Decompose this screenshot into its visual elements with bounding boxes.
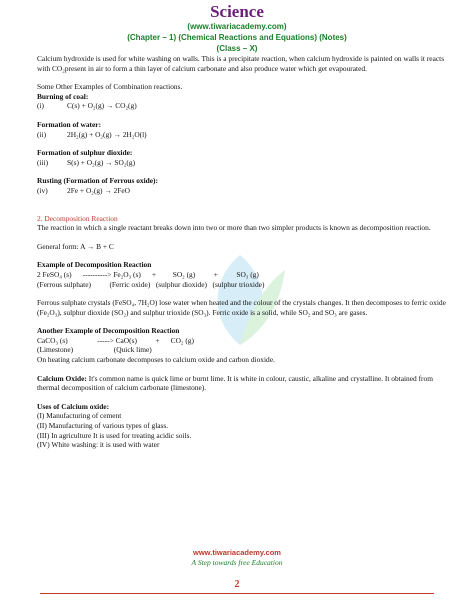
page-title: Science: [210, 2, 264, 21]
example-heading: Another Example of Decomposition Reaction: [37, 326, 180, 336]
equation: 2Fe + O₂(g) → 2FeO: [67, 185, 130, 195]
example-heading: Rusting (Formation of Ferrous oxide):: [37, 176, 158, 186]
intro-paragraph: Calcium hydroxide is used for white washing on walls. This is a precipitate reaction, when calcium hydroxide is painted on walls it reacts with CO₂present in air to form a thin layer of calcium carbonate and also produce water which get evapourated.: [37, 54, 445, 73]
equation: 2H₂(g) + O₂(g) → 2H₂O(l): [67, 129, 147, 139]
example-heading: Example of Decomposition Reaction: [37, 260, 152, 270]
list-item: (I) Manufacturing of cement: [37, 411, 122, 421]
equation-number: (ii): [37, 129, 47, 139]
footer-url: www.tiwariacademy.com: [193, 548, 281, 557]
notes-body: [37, 54, 447, 450]
equation: CaCO₃ (s) -----> CaO(s) + CO₂ (g): [37, 335, 194, 345]
equation-number: (iv): [37, 185, 48, 195]
compound-names: (Ferrous sulphate) (Ferric oxide) (sulphur dioxide) (sulphur trioxide): [37, 279, 265, 289]
equation-number: (iii): [37, 157, 49, 167]
combination-intro: Some Other Examples of Combination reactions.: [37, 82, 183, 92]
footer-tagline: A Step towards free Education: [191, 558, 283, 567]
equation: 2 FeSO₄ (s) ----------> Fe₂O₃ (s) + SO₂ (g) + SO₃ (g): [37, 269, 259, 279]
equation-row: [37, 130, 447, 140]
calcium-oxide-label: Calcium Oxide:: [37, 373, 87, 383]
example-explanation: Ferrous sulphate crystals (FeSO₄, 7H₂O) lose water when heated and the colour of the crystals changes. It then decomposes to ferric oxide (Fe₂O₃), sulphur dioxide (SO₂) and sulphur trioxide (SO₃). Ferric oxide is a solid, while SO₂ and SO₃ are gases.: [37, 298, 446, 317]
header-class: (Class – X): [216, 44, 258, 53]
calcium-oxide-paragraph: [37, 374, 447, 393]
example-heading: Formation of water:: [37, 119, 102, 129]
equation-number: (i): [37, 101, 44, 111]
example-heading: Formation of sulphur dioxide:: [37, 148, 133, 158]
example-heading: Burning of coal:: [37, 91, 89, 101]
equation: S(s) + O₂(g) → SO₂(g): [67, 157, 136, 167]
header-chapter: (Chapter – 1) (Chemical Reactions and Equations) (Notes): [127, 33, 347, 42]
decomposition-definition: The reaction in which a single reactant breaks down into two or more than two simpler products is known as decomposition reaction.: [37, 223, 431, 233]
equation-row: [37, 186, 447, 196]
compound-names: (Limestone) (Quick lime): [37, 345, 152, 355]
header-url: (www.tiwariacademy.com): [187, 22, 287, 31]
equation-row: [37, 101, 447, 111]
equation-row: [37, 158, 447, 168]
list-item: (III) In agriculture It is used for treating acidic soils.: [37, 430, 192, 440]
equation: C(s) + O₂(g) → CO₂(g): [67, 101, 137, 111]
example-explanation: On heating calcium carbonate decomposes to calcium oxide and carbon dioxide.: [37, 355, 275, 365]
calcium-oxide-text: It's common name is quick lime or burnt lime. It is white in colour, caustic, alkaline and crystalline. It obtained from thermal decomposition of calcium carbonate (limestone).: [37, 373, 433, 393]
general-form: General form: A → B + C: [37, 241, 114, 251]
list-item: (IV) White washing: it is used with water: [37, 440, 160, 450]
page-number: 2: [234, 579, 240, 590]
section-heading: 2. Decomposition Reaction: [37, 213, 118, 223]
list-item: (II) Manufacturing of various types of glass.: [37, 421, 169, 431]
uses-heading: Uses of Calcium oxide:: [37, 401, 110, 411]
footer-divider: [40, 593, 434, 594]
